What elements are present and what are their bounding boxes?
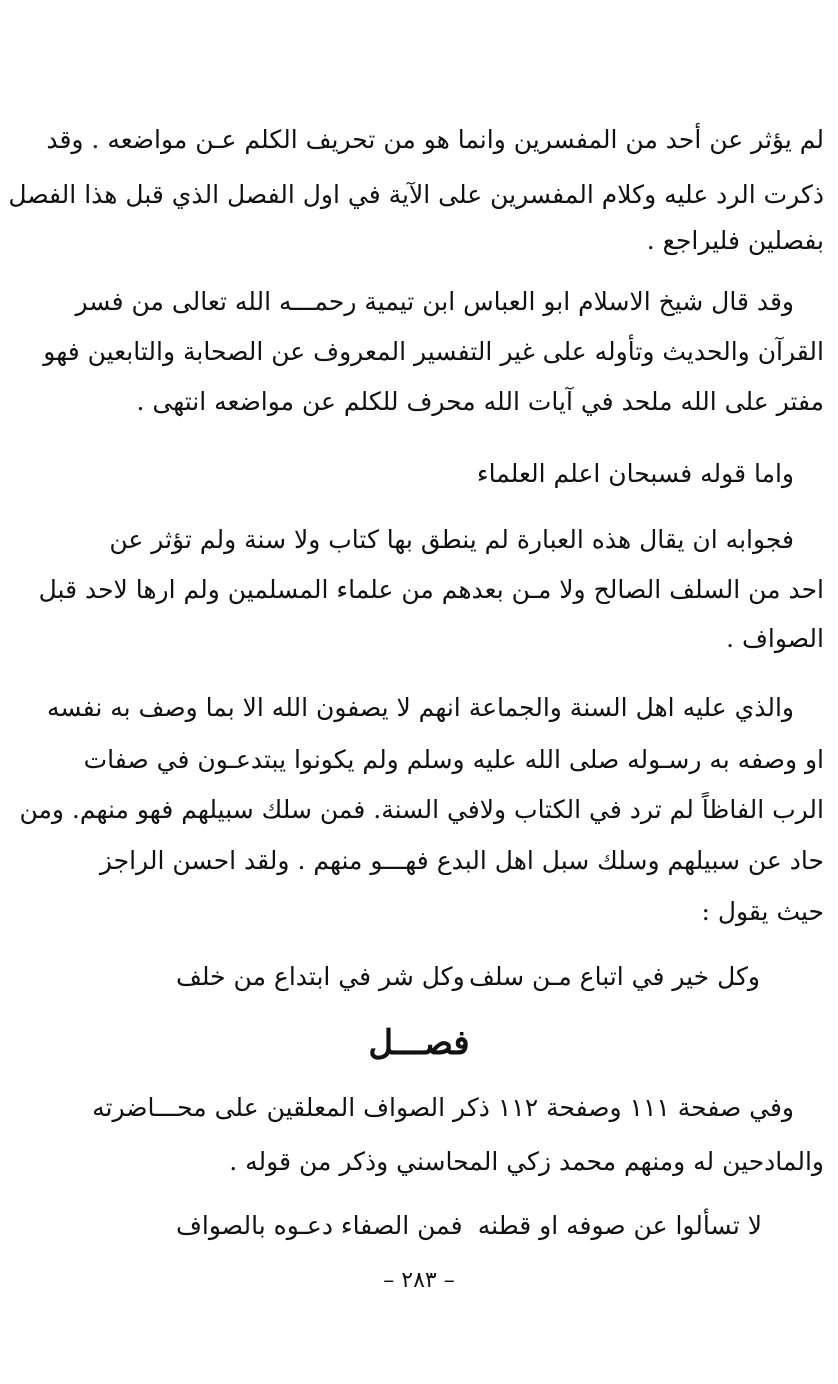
paragraph-6-line-2: والمادحين له ومنهم محمد زكي المحاسني وذكر من قوله . — [229, 1147, 824, 1176]
paragraph-1-line-1: لم يؤثر عن أحد من المفسرين وانما هو من تحريف الكلم عـن مواضعه . وقد — [46, 125, 824, 154]
verse-1-second-hemistich: وكل شر في ابتداع من خلف — [176, 962, 465, 991]
page-number: – ٢٨٣ – — [383, 1268, 455, 1293]
paragraph-4-line-1: فجوابه ان يقال هذه العبارة لم ينطق بها كتاب ولا سنة ولم تؤثر عن — [109, 525, 794, 554]
section-heading: فصـــل — [368, 1023, 470, 1063]
paragraph-2-line-2: القرآن والحديث وتأوله على غير التفسير المعروف عن الصحابة والتابعين فهو — [43, 337, 824, 366]
paragraph-2-line-1: وقد قال شيخ الاسلام ابو العباس ابن تيمية رحمـــه الله تعالى من فسر — [75, 287, 794, 316]
paragraph-5-line-3: الرب الفاظاً لم ترد في الكتاب ولافي السنة. فمن سلك سبيلهم فهو منهم. ومن — [19, 795, 824, 824]
paragraph-4-line-2: احد من السلف الصالح ولا مـن بعدهم من علماء المسلمين ولم ارها لاحد قبل — [38, 575, 824, 604]
paragraph-5-line-2: او وصفه به رسـوله صلى الله عليه وسلم ولم يكونوا يبتدعـون في صفات — [83, 745, 824, 774]
paragraph-3-line-1: واما قوله فسبحان اعلم العلماء — [476, 459, 794, 488]
verse-2-second-hemistich: فمن الصفاء دعـوه بالصواف — [176, 1211, 463, 1240]
paragraph-6-line-1: وفي صفحة ١١١ وصفحة ١١٢ ذكر الصواف المعلقين على محـــاضرته — [92, 1093, 794, 1122]
paragraph-4-line-3: الصواف . — [726, 624, 824, 653]
paragraph-5-line-5: حيث يقول : — [701, 897, 824, 926]
paragraph-5-line-1: والذي عليه اهل السنة والجماعة انهم لا يصفون الله الا بما وصف به نفسه — [46, 693, 794, 722]
paragraph-1-line-3: بفصلين فليراجع . — [646, 226, 824, 255]
verse-1-first-hemistich: وكل خير في اتباع مـن سلف — [468, 962, 760, 991]
paragraph-2-line-3: مفتر على الله ملحد في آيات الله محرف للكلم عن مواضعه انتهى . — [136, 387, 824, 416]
paragraph-1-line-2: ذكرت الرد عليه وكلام المفسرين على الآية في اول الفصل الذي قبل هذا الفصل — [8, 180, 824, 209]
verse-2-first-hemistich: لا تسألوا عن صوفه او قطنه — [477, 1211, 762, 1240]
paragraph-5-line-4: حاد عن سبيلهم وسلك سبل اهل البدع فهـــو منهم . ولقد احسن الراجز — [99, 846, 824, 875]
